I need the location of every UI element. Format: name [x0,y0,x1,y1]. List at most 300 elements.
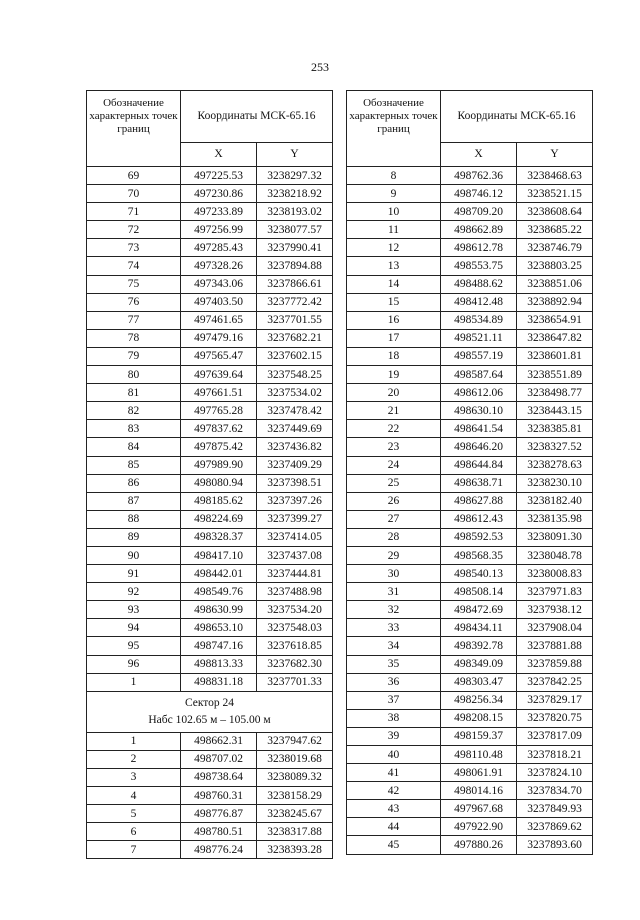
table-row [87,619,333,637]
x-cell: 498521.11 [441,329,517,347]
table-row [87,474,333,492]
point-id-cell: 33 [347,619,441,637]
point-id-cell: 82 [87,402,181,420]
table-row [347,601,593,619]
point-id-cell: 75 [87,275,181,293]
x-cell: 498508.14 [441,583,517,601]
point-id-cell: 6 [87,823,181,841]
point-id-cell: 95 [87,637,181,655]
point-id-cell: 88 [87,510,181,528]
point-id-cell: 80 [87,366,181,384]
table-row [87,655,333,673]
point-id-cell: 79 [87,347,181,365]
x-cell: 498256.34 [441,691,517,709]
x-cell: 498831.18 [181,673,257,691]
point-id-cell: 85 [87,456,181,474]
point-id-cell: 8 [347,167,441,185]
table-row [347,528,593,546]
x-cell: 497661.51 [181,384,257,402]
table-row [347,275,593,293]
point-id-cell: 74 [87,257,181,275]
y-cell: 3237602.15 [257,347,333,365]
table-row [87,203,333,221]
point-id-cell: 9 [347,185,441,203]
x-cell: 497479.16 [181,329,257,347]
x-cell: 498349.09 [441,655,517,673]
point-id-cell: 72 [87,221,181,239]
point-id-cell: 35 [347,655,441,673]
x-cell: 498780.51 [181,823,257,841]
x-cell: 497837.62 [181,420,257,438]
table-row [87,347,333,365]
y-cell: 3237478.42 [257,402,333,420]
table-row [347,546,593,564]
table-row [347,691,593,709]
table-row [347,637,593,655]
table-row [347,203,593,221]
point-id-cell: 1 [87,732,181,750]
x-cell: 498653.10 [181,619,257,637]
y-cell: 3238393.28 [257,841,333,859]
header-point-label: Обозначение характерных точек границ [87,91,181,167]
header-point-label: Обозначение характерных точек границ [347,91,441,167]
point-id-cell: 76 [87,293,181,311]
y-cell: 3238297.32 [257,167,333,185]
x-cell: 498540.13 [441,565,517,583]
header-coordinates: Координаты МСК-65.16 [441,91,593,143]
table-row [87,167,333,185]
point-id-cell: 44 [347,818,441,836]
y-cell: 3237842.25 [517,673,593,691]
y-cell: 3238091.30 [517,528,593,546]
y-cell: 3237971.83 [517,583,593,601]
x-cell: 498644.84 [441,456,517,474]
x-cell: 498208.15 [441,709,517,727]
point-id-cell: 16 [347,311,441,329]
point-id-cell: 24 [347,456,441,474]
x-cell: 498587.64 [441,366,517,384]
sector-title: Сектор 24 [184,696,235,709]
y-cell: 3238019.68 [257,750,333,768]
x-cell: 498641.54 [441,420,517,438]
y-cell: 3237398.51 [257,474,333,492]
y-cell: 3238048.78 [517,546,593,564]
table-row [87,420,333,438]
point-id-cell: 17 [347,329,441,347]
table-row [347,836,593,854]
table-row [87,492,333,510]
x-cell: 498776.24 [181,841,257,859]
y-cell: 3237820.75 [517,709,593,727]
table-row [347,818,593,836]
coordinates-table-right [346,90,593,855]
x-cell: 498488.62 [441,275,517,293]
x-cell: 498412.48 [441,293,517,311]
sector-row [87,691,333,732]
y-cell: 3238746.79 [517,239,593,257]
table-row [87,311,333,329]
x-cell: 498224.69 [181,510,257,528]
table-row [347,366,593,384]
table-row [347,257,593,275]
y-cell: 3238230.10 [517,474,593,492]
x-cell: 497230.86 [181,185,257,203]
table-row [347,384,593,402]
y-cell: 3237824.10 [517,764,593,782]
y-cell: 3238089.32 [257,768,333,786]
x-cell: 498080.94 [181,474,257,492]
table-row [347,420,593,438]
x-cell: 498392.78 [441,637,517,655]
point-id-cell: 25 [347,474,441,492]
table-row [347,800,593,818]
table-row [87,546,333,564]
y-cell: 3237548.03 [257,619,333,637]
table-row [347,311,593,329]
y-cell: 3238193.02 [257,203,333,221]
table-row [87,239,333,257]
x-cell: 498707.02 [181,750,257,768]
table-row [87,823,333,841]
x-cell: 498303.47 [441,673,517,691]
point-id-cell: 29 [347,546,441,564]
table-row [87,257,333,275]
y-cell: 3237436.82 [257,438,333,456]
table-row [347,438,593,456]
header-x: X [441,142,517,166]
y-cell: 3238158.29 [257,787,333,805]
point-id-cell: 18 [347,347,441,365]
x-cell: 498185.62 [181,492,257,510]
table-row [347,709,593,727]
table-row [347,565,593,583]
x-cell: 497256.99 [181,221,257,239]
x-cell: 498760.31 [181,787,257,805]
y-cell: 3237849.93 [517,800,593,818]
x-cell: 498568.35 [441,546,517,564]
table-row [87,329,333,347]
point-id-cell: 30 [347,565,441,583]
table-row [87,601,333,619]
y-cell: 3237682.21 [257,329,333,347]
point-id-cell: 22 [347,420,441,438]
y-cell: 3238803.25 [517,257,593,275]
y-cell: 3237893.60 [517,836,593,854]
table-row [347,167,593,185]
x-cell: 497565.47 [181,347,257,365]
x-cell: 497328.26 [181,257,257,275]
x-cell: 498747.16 [181,637,257,655]
y-cell: 3237437.08 [257,546,333,564]
y-cell: 3237990.41 [257,239,333,257]
table-row [347,474,593,492]
y-cell: 3238317.88 [257,823,333,841]
table-row [87,384,333,402]
table-row [87,805,333,823]
point-id-cell: 27 [347,510,441,528]
table-row [347,185,593,203]
table-row [87,402,333,420]
table-row [87,768,333,786]
point-id-cell: 43 [347,800,441,818]
sector-subtitle: Набс 102.65 м – 105.00 м [148,713,271,726]
x-cell: 497225.53 [181,167,257,185]
point-id-cell: 91 [87,565,181,583]
table-row [347,583,593,601]
x-cell: 498417.10 [181,546,257,564]
point-id-cell: 81 [87,384,181,402]
y-cell: 3237817.09 [517,727,593,745]
y-cell: 3237409.29 [257,456,333,474]
y-cell: 3238008.83 [517,565,593,583]
table-row [347,782,593,800]
y-cell: 3237866.61 [257,275,333,293]
table-row [87,510,333,528]
x-cell: 498746.12 [441,185,517,203]
y-cell: 3237772.42 [257,293,333,311]
y-cell: 3237618.85 [257,637,333,655]
point-id-cell: 83 [87,420,181,438]
x-cell: 497403.50 [181,293,257,311]
y-cell: 3237859.88 [517,655,593,673]
point-id-cell: 84 [87,438,181,456]
x-cell: 498612.78 [441,239,517,257]
y-cell: 3237908.04 [517,619,593,637]
y-cell: 3237947.62 [257,732,333,750]
x-cell: 497765.28 [181,402,257,420]
point-id-cell: 78 [87,329,181,347]
y-cell: 3238182.40 [517,492,593,510]
y-cell: 3237488.98 [257,583,333,601]
point-id-cell: 90 [87,546,181,564]
table-row [347,329,593,347]
y-cell: 3238601.81 [517,347,593,365]
y-cell: 3238135.98 [517,510,593,528]
x-cell: 498159.37 [441,727,517,745]
table-row [87,275,333,293]
point-id-cell: 42 [347,782,441,800]
x-cell: 498557.19 [441,347,517,365]
table-row [347,764,593,782]
y-cell: 3238551.89 [517,366,593,384]
point-id-cell: 13 [347,257,441,275]
page-number: 253 [311,60,329,74]
y-cell: 3237399.27 [257,510,333,528]
point-id-cell: 96 [87,655,181,673]
y-cell: 3237701.33 [257,673,333,691]
x-cell: 498534.89 [441,311,517,329]
point-id-cell: 26 [347,492,441,510]
point-id-cell: 20 [347,384,441,402]
y-cell: 3237444.81 [257,565,333,583]
y-cell: 3237701.55 [257,311,333,329]
point-id-cell: 11 [347,221,441,239]
x-cell: 498662.89 [441,221,517,239]
x-cell: 498472.69 [441,601,517,619]
table-row [347,510,593,528]
table-row [347,673,593,691]
y-cell: 3237534.20 [257,601,333,619]
x-cell: 498627.88 [441,492,517,510]
table-row [347,402,593,420]
point-id-cell: 10 [347,203,441,221]
y-cell: 3238443.15 [517,402,593,420]
sector-heading [87,691,333,732]
y-cell: 3237682.30 [257,655,333,673]
point-id-cell: 39 [347,727,441,745]
table-row [87,841,333,859]
y-cell: 3238892.94 [517,293,593,311]
point-id-cell: 41 [347,764,441,782]
x-cell: 498776.87 [181,805,257,823]
point-id-cell: 71 [87,203,181,221]
point-id-cell: 40 [347,746,441,764]
point-id-cell: 21 [347,402,441,420]
point-id-cell: 3 [87,768,181,786]
y-cell: 3238647.82 [517,329,593,347]
y-cell: 3238498.77 [517,384,593,402]
x-cell: 498813.33 [181,655,257,673]
table-row [347,239,593,257]
point-id-cell: 77 [87,311,181,329]
table-row [87,637,333,655]
y-cell: 3237449.69 [257,420,333,438]
y-cell: 3237881.88 [517,637,593,655]
x-cell: 498592.53 [441,528,517,546]
point-id-cell: 32 [347,601,441,619]
table-row [87,732,333,750]
x-cell: 498549.76 [181,583,257,601]
table-row [87,583,333,601]
point-id-cell: 5 [87,805,181,823]
y-cell: 3238468.63 [517,167,593,185]
y-cell: 3237938.12 [517,601,593,619]
table-row [347,293,593,311]
y-cell: 3237534.02 [257,384,333,402]
x-cell: 498014.16 [441,782,517,800]
table-row [87,221,333,239]
y-cell: 3238654.91 [517,311,593,329]
x-cell: 498646.20 [441,438,517,456]
table-row [87,787,333,805]
point-id-cell: 45 [347,836,441,854]
table-row [347,221,593,239]
table-row [87,565,333,583]
x-cell: 497922.90 [441,818,517,836]
y-cell: 3238278.63 [517,456,593,474]
x-cell: 498630.99 [181,601,257,619]
table-row [347,619,593,637]
x-cell: 497989.90 [181,456,257,474]
coordinates-table-left [86,90,333,859]
x-cell: 497343.06 [181,275,257,293]
table-row [347,727,593,745]
point-id-cell: 36 [347,673,441,691]
y-cell: 3238245.67 [257,805,333,823]
x-cell: 498328.37 [181,528,257,546]
table-row [347,746,593,764]
y-cell: 3237834.70 [517,782,593,800]
y-cell: 3238685.22 [517,221,593,239]
y-cell: 3238521.15 [517,185,593,203]
point-id-cell: 37 [347,691,441,709]
x-cell: 498061.91 [441,764,517,782]
x-cell: 498612.43 [441,510,517,528]
x-cell: 498612.06 [441,384,517,402]
y-cell: 3237414.05 [257,528,333,546]
point-id-cell: 94 [87,619,181,637]
point-id-cell: 73 [87,239,181,257]
point-id-cell: 23 [347,438,441,456]
x-cell: 498762.36 [441,167,517,185]
table-row [87,750,333,768]
point-id-cell: 19 [347,366,441,384]
point-id-cell: 69 [87,167,181,185]
x-cell: 498442.01 [181,565,257,583]
y-cell: 3237397.26 [257,492,333,510]
table-row [87,293,333,311]
table-row [87,456,333,474]
x-cell: 498434.11 [441,619,517,637]
y-cell: 3237548.25 [257,366,333,384]
point-id-cell: 38 [347,709,441,727]
x-cell: 498553.75 [441,257,517,275]
x-cell: 497639.64 [181,366,257,384]
y-cell: 3238077.57 [257,221,333,239]
point-id-cell: 86 [87,474,181,492]
point-id-cell: 89 [87,528,181,546]
x-cell: 498630.10 [441,402,517,420]
y-cell: 3238608.64 [517,203,593,221]
table-row [87,366,333,384]
point-id-cell: 87 [87,492,181,510]
table-row [347,456,593,474]
point-id-cell: 70 [87,185,181,203]
point-id-cell: 34 [347,637,441,655]
point-id-cell: 14 [347,275,441,293]
header-y: Y [517,142,593,166]
point-id-cell: 7 [87,841,181,859]
point-id-cell: 28 [347,528,441,546]
table-row [87,528,333,546]
point-id-cell: 15 [347,293,441,311]
table-row [347,655,593,673]
table-row [87,673,333,691]
point-id-cell: 4 [87,787,181,805]
x-cell: 497875.42 [181,438,257,456]
y-cell: 3237894.88 [257,257,333,275]
point-id-cell: 12 [347,239,441,257]
table-row [87,185,333,203]
x-cell: 498110.48 [441,746,517,764]
point-id-cell: 2 [87,750,181,768]
header-x: X [181,142,257,166]
x-cell: 498638.71 [441,474,517,492]
point-id-cell: 31 [347,583,441,601]
x-cell: 497967.68 [441,800,517,818]
table-row [87,438,333,456]
y-cell: 3238218.92 [257,185,333,203]
header-y: Y [257,142,333,166]
table-row [347,347,593,365]
y-cell: 3237818.21 [517,746,593,764]
x-cell: 497233.89 [181,203,257,221]
point-id-cell: 1 [87,673,181,691]
x-cell: 497880.26 [441,836,517,854]
header-coordinates: Координаты МСК-65.16 [181,91,333,143]
x-cell: 497461.65 [181,311,257,329]
point-id-cell: 92 [87,583,181,601]
